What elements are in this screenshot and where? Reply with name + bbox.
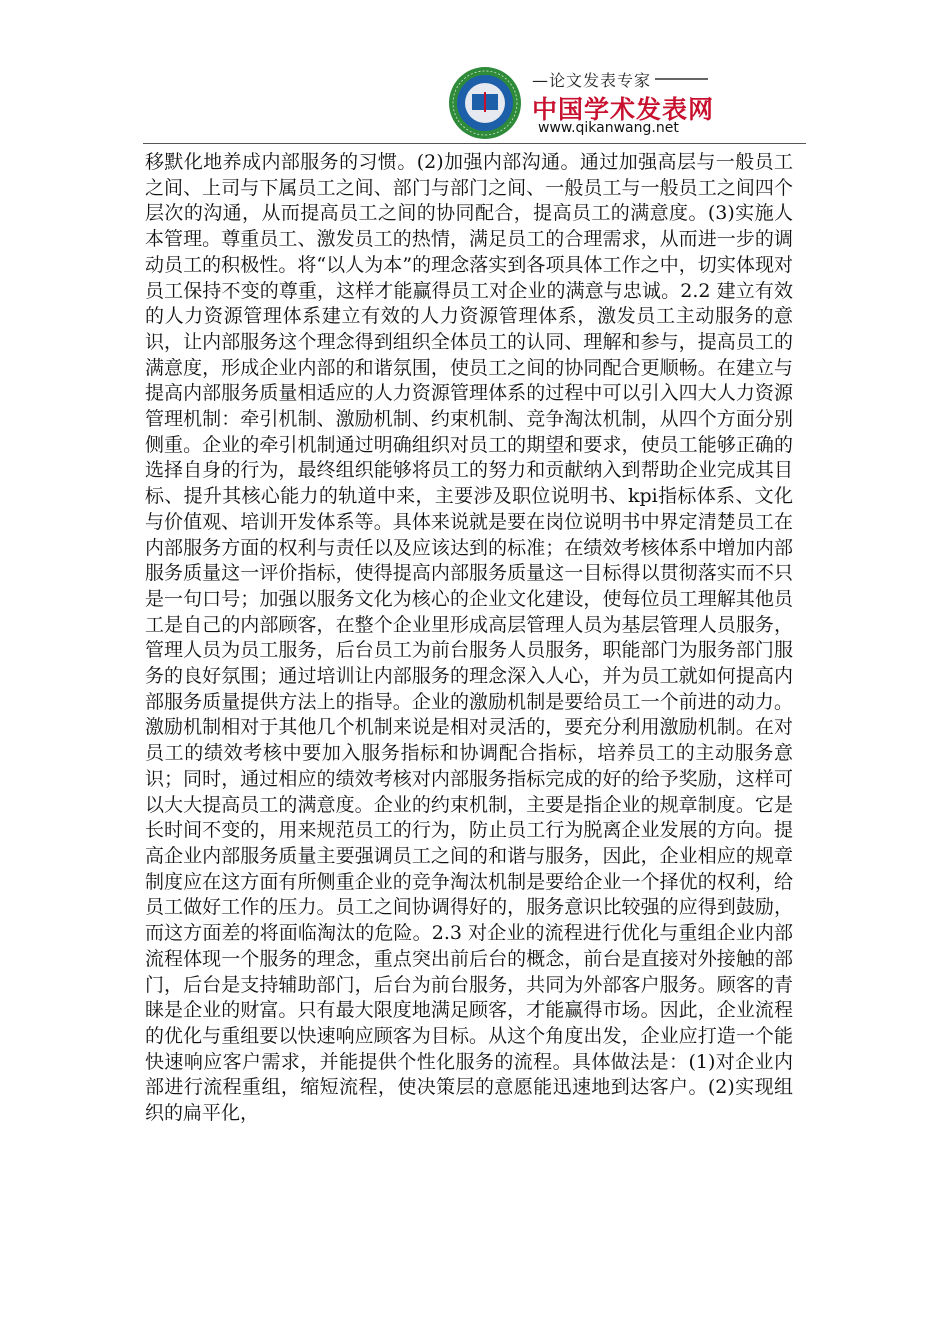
site-logo-icon — [448, 66, 522, 140]
site-name: 中国学术发表网 — [532, 95, 715, 124]
site-header — [440, 66, 715, 142]
header-slogan: —论文发表专家 — [532, 68, 655, 90]
site-url: www.qikanwang.net — [538, 120, 679, 136]
article-body: 移默化地养成内部服务的习惯。(2)加强内部沟通。通过加强高层与一般员工之间、上司与下属员工之间、部门与部门之间、一般员工与一般员工之间四个层次的沟通，从而提高员工之间的协同配合，提高员工的满意度。(3)实施人本管理。尊重员工、激发员工的热情，满足员工的合理需求，从而进一步的调动员工的积极性。将“以人为本”的理念落实到各项具体工作之中，切实体现对员工保持不变的尊重，这样才能赢得员工对企业的满意与忠诚。2.2 建立有效的人力资源管理体系建立有效的人力资源管理体系，激发员工主动服务的意识，让内部服务这个理念得到组织全体员工的认同、理解和参与，提高员工的满意度，形成企业内部的和谐氛围，使员工之间的协同配合更顺畅。在建立与提高内部服务质量相适应的人力资源管理体系的过程中可以引入四大人力资源管理机制：牵引机制、激励机制、约束机制、竞争淘汰机制，从四个方面分别侧重。企业的牵引机制通过明确组织对员工的期望和要求，使员工能够正确的选择自身的行为，最终组织能够将员工的努力和贡献纳入到帮助企业完成其目标、提升其核心能力的轨道中来，主要涉及职位说明书、kpi指标体系、文化与价值观、培训开发体系等。具体来说就是要在岗位说明书中界定清楚员工在内部服务方面的权利与责任以及应该达到的标准；在绩效考核体系中增加内部服务质量这一评价指标，使得提高内部服务质量这一目标得以贯彻落实而不只是一句口号；加强以服务文化为核心的企业文化建设，使每位员工理解其他员工是自己的内部顾客，在整个企业里形成高层管理人员为基层管理人员服务，管理人员为员工服务，后台员工为前台服务人员服务，职能部门为服务部门服务的良好氛围；通过培训让内部服务的理念深入人心，并为员工就如何提高内部服务质量提供方法上的指导。企业的激励机制是要给员工一个前进的动力。激励机制相对于其他几个机制来说是相对灵活的，要充分利用激励机制。在对员工的绩效考核中要加入服务指标和协调配合指标，培养员工的主动服务意识；同时，通过相应的绩效考核对内部服务指标完成的好的给予奖励，这样可以大大提高员工的满意度。企业的约束机制，主要是指企业的规章制度。它是长时间不变的，用来规范员工的行为，防止员工行为脱离企业发展的方向。提高企业内部服务质量主要强调员工之间的和谐与服务，因此，企业相应的规章制度应在这方面有所侧重企业的竞争淘汰机制是要给企业一个择优的权利，给员工做好工作的压力。员工之间协调得好的，服务意识比较强的应得到鼓励，而这方面差的将面临淘汰的危险。2.3 对企业的流程进行优化与重组企业内部流程体现一个服务的理念，重点突出前后台的概念，前台是直接对外接触的部门，后台是支持辅助部门，后台为前台服务，共同为外部客户服务。顾客的青睐是企业的财富。只有最大限度地满足顾客，才能赢得市场。因此，企业流程的优化与重组要以快速响应顾客为目标。从这个角度出发，企业应打造一个能快速响应客户需求，并能提供个性化服务的流程。具体做法是：(1)对企业内部进行流程重组，缩短流程，使决策层的意愿能迅速地到达客户。(2)实现组织的扁平化， — [145, 151, 793, 1125]
header-divider — [143, 143, 806, 144]
